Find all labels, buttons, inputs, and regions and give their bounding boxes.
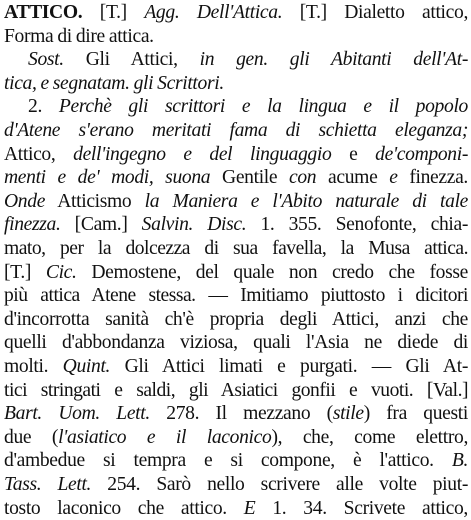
italic-run: dell'ingegno e del linguaggio — [73, 143, 332, 165]
italic-run: B. — [451, 450, 468, 472]
italic-run: con — [289, 167, 317, 189]
italic-run: tica, e segnatam. gli Scrittori. — [4, 72, 224, 94]
text-run: due ( — [4, 426, 59, 448]
entry-line — [4, 1, 468, 25]
text-run: e — [331, 143, 376, 165]
entry-line — [4, 190, 468, 214]
text-run: tici stringati e saldi, gli Asiatici gonfii e vuoti. [Val.] — [4, 379, 468, 401]
italic-run: Cic. — [45, 261, 77, 283]
text-run: d'incorrotta sanità ch'è propria degli Attici, anzi che — [4, 308, 468, 330]
text-run: 278. Il mezzano ( — [149, 403, 333, 425]
italic-run: la Maniera e l'Abito naturale di tale — [144, 190, 469, 212]
text-run: finezza. — [397, 167, 468, 189]
entry-line — [28, 48, 468, 72]
text-run: [T.] — [82, 2, 145, 23]
italic-run: menti e de' modi, suona — [4, 167, 211, 189]
text-run: [T.] Dialetto attico, — [282, 2, 468, 23]
entry-line — [4, 143, 468, 167]
italic-run: Sost. — [28, 49, 64, 71]
italic-run: finezza. — [4, 214, 61, 236]
entry-line — [4, 355, 468, 379]
italic-run: e — [389, 167, 398, 189]
text-run: tosto laconico che attico. — [4, 497, 244, 519]
entry-line — [4, 473, 468, 497]
italic-run: in gen. gli Abitanti dell'At- — [199, 49, 469, 71]
italic-run: de'componi- — [375, 143, 469, 165]
italic-run: Bart. Uom. Lett. — [4, 403, 150, 425]
entry-line — [4, 402, 468, 426]
text-run: 1. 355. Senofonte, chia- — [246, 214, 469, 236]
italic-run: Salvin. Disc. — [141, 214, 247, 236]
text-run: Gli Attici limati e purgati. — Gli At- — [110, 356, 468, 377]
italic-run: Onde — [4, 190, 46, 212]
italic-run: l'asiatico e il laconico — [58, 426, 272, 448]
entry-line — [4, 119, 468, 143]
entry-line — [4, 308, 468, 332]
text-run: Demostene, del quale non credo che fosse — [76, 261, 468, 283]
text-run: ), che, come elettro, — [271, 426, 468, 448]
text-run: Attico, — [4, 143, 74, 165]
entry-line — [4, 379, 468, 403]
text-run: quelli d'abbondanza viziosa, quali l'Asia ne diede di — [4, 332, 468, 354]
italic-run: Perchè gli scrittori e la lingua e il popolo — [58, 96, 468, 118]
text-run: più attica Atene stessa. — Imitiamo piuttosto i dicitori — [4, 285, 468, 307]
text-run: d'ambedue si tempra e si compone, è l'attico. — [4, 450, 452, 472]
entry-line — [4, 261, 468, 285]
text-run: Gentile — [210, 167, 290, 189]
italic-run: stile — [332, 403, 364, 425]
dictionary-entry — [4, 0, 469, 519]
text-run: Atticismo — [45, 190, 145, 212]
entry-line — [4, 426, 468, 450]
text-run: 2. — [28, 96, 59, 118]
text-run: acume — [316, 167, 390, 189]
italic-run: Tass. Lett. — [4, 474, 92, 495]
text-run: 254. Sarò nello scrivere alle volte piut- — [91, 474, 468, 495]
italic-run: Agg. Dell'Attica. — [144, 2, 283, 23]
italic-run: E — [243, 497, 256, 519]
text-run: 1. 34. Scrivete attico, — [255, 497, 468, 519]
text-run: [Cam.] — [60, 214, 142, 236]
entry-line — [4, 25, 154, 49]
italic-run: d'Atene s'erano meritati fama di schietta eleganza; — [4, 120, 468, 141]
entry-line — [4, 497, 468, 520]
italic-run: Quint. — [62, 356, 111, 377]
entry-line — [4, 284, 468, 308]
entry-line — [4, 166, 468, 190]
entry-line — [4, 331, 468, 355]
entry-line — [4, 72, 224, 96]
text-run: Forma di dire attica. — [4, 25, 154, 47]
text-run: ) fra questi — [363, 403, 468, 425]
entry-line — [28, 95, 468, 119]
text-run: molti. — [4, 356, 63, 377]
headword: ATTICO. — [4, 2, 83, 23]
entry-line — [4, 237, 468, 261]
text-run: mato, per la dolcezza di sua favella, la Musa attica. — [4, 238, 468, 259]
text-run: Gli Attici, — [63, 49, 200, 71]
entry-line — [4, 213, 468, 237]
entry-line — [4, 449, 468, 473]
text-run: [T.] — [4, 261, 46, 283]
